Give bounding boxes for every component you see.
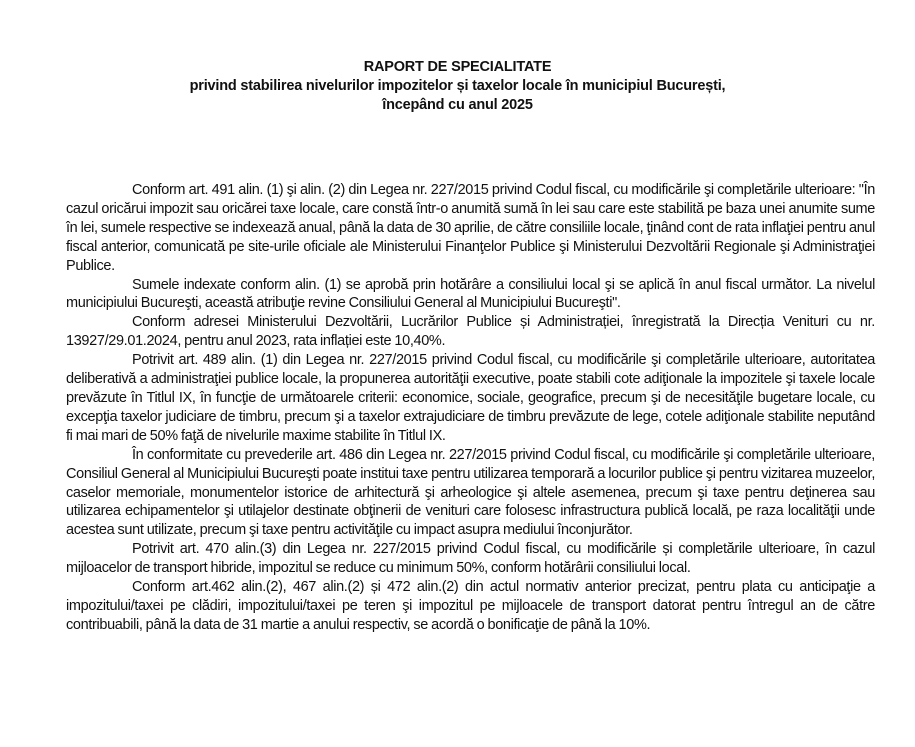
document-subtitle-line-2: începând cu anul 2025 [382,97,533,113]
paragraph-4: Potrivit art. 489 alin. (1) din Legea nr. 227/2015 privind Codul fiscal, cu modificările şi completările ulterioare, autoritatea deliberativă a administraţiei publice locale, la propunerea autorităţii executive, poate stabili cote adiţionale la impozitele şi taxele locale prevăzute în Titlul IX, în funcţie de următoarele criterii: economice, sociale, geografice, precum şi de necesităţile bugetare locale, cu excepţia taxelor judiciare de timbru, precum şi a taxelor extrajudiciare de timbru prevăzute de lege, cotele adiţionale stabilite neputând fi mai mari de 50% faţă de nivelurile maxime stabilite în Titlul IX. [66,352,875,444]
paragraph-3: Conform adresei Ministerului Dezvoltării, Lucrărilor Publice și Administrației, înregistrată la Direcția Venituri cu nr. 13927/29.01.2024, pentru anul 2023, rata inflației este 10,40%. [66,314,875,350]
paragraph-6: Potrivit art. 470 alin.(3) din Legea nr. 227/2015 privind Codul fiscal, cu modificările și completările ulterioare, în cazul mijloacelor de transport hibride, impozitul se reduce cu minimum 50%, conform hotărârii consiliului local. [66,541,875,577]
paragraph-5: În conformitate cu prevederile art. 486 din Legea nr. 227/2015 privind Codul fiscal, cu modificările şi completările ulterioare, Consiliul General al Municipiului Bucureşti poate institui taxe pentru utilizarea temporară a locurilor publice şi pentru vizitarea muzeelor, caselor memoriale, monumentelor istorice de arhitectură şi arheologice şi altele asemenea, precum şi taxe pentru deţinerea sau utilizarea echipamentelor şi utilajelor destinate obţinerii de venituri care folosesc infrastructura publică locală, pe raza localităţii unde acestea sunt utilizate, precum şi taxe pentru activităţile cu impact asupra mediului înconjurător. [66,446,875,539]
document-body [66,181,875,635]
paragraph-7: Conform art.462 alin.(2), 467 alin.(2) și 472 alin.(2) din actul normativ anterior precizat, pentru plata cu anticipaţie a impozitului/taxei pe clădiri, impozitului/taxei pe teren şi impozitul pe mijloacele de transport datorat pentru întregul an de către contribuabili, până la data de 31 martie a anului respectiv, se acordă o bonificaţie de până la 10%. [66,579,875,633]
document-subtitle-line-1: privind stabilirea nivelurilor impozitelor și taxelor locale în municipiul București, [189,78,726,94]
paragraph-1: Conform art. 491 alin. (1) şi alin. (2) din Legea nr. 227/2015 privind Codul fiscal, cu modificările şi completările ulterioare: "În cazul oricărui impozit sau oricărei taxe locale, care constă într-o anumită sumă în lei sau care este stabilită pe baza unei anumite sume în lei, sumele respective se indexează anual, până la data de 30 aprilie, de către consiliile locale, ţinând cont de rata inflaţiei pentru anul fiscal anterior, comunicată pe site-urile oficiale ale Ministerului Finanţelor Publice şi Ministerului Dezvoltării Regionale şi Administraţiei Publice. [66,182,875,274]
paragraph-2: Sumele indexate conform alin. (1) se aprobă prin hotărâre a consiliului local şi se aplică în anul fiscal următor. La nivelul municipiului Bucureşti, această atribuţie revine Consiliului General al Municipiului Bucureşti". [66,276,875,312]
document-title: RAPORT DE SPECIALITATE [363,59,552,75]
document-header [0,58,915,115]
